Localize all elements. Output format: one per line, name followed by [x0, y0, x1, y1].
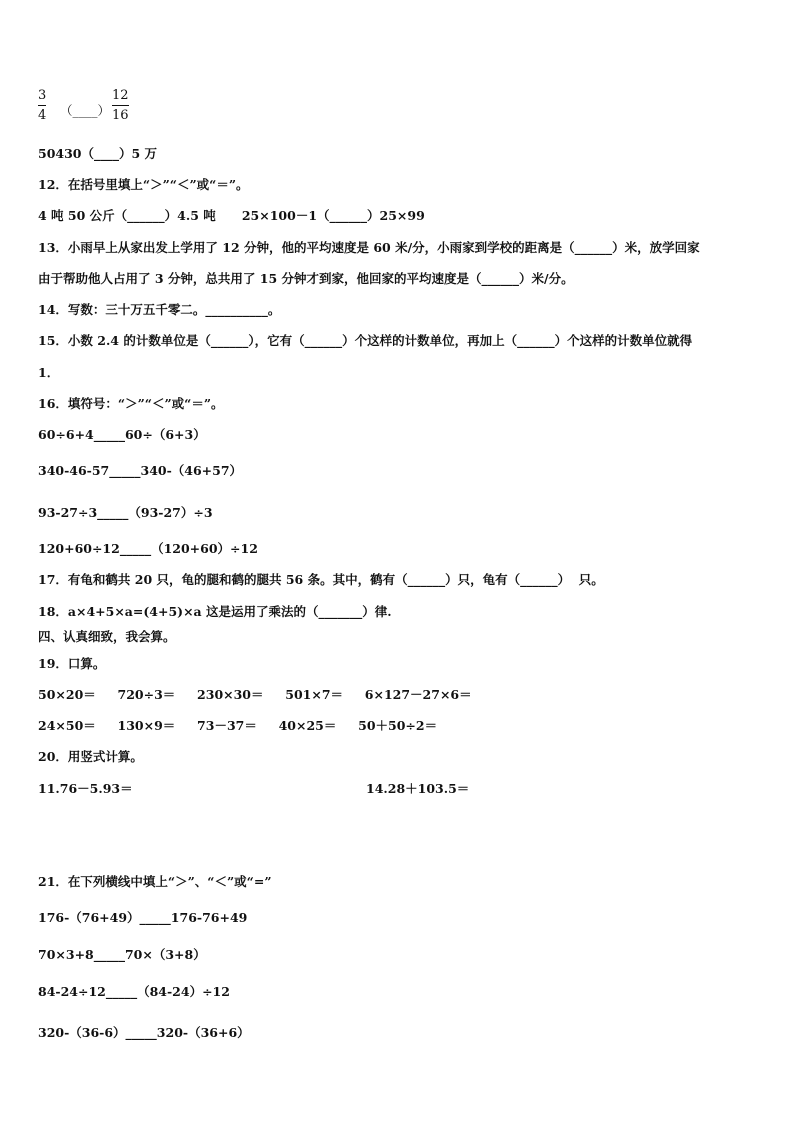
compare-blank[interactable]: （____） [60, 103, 111, 118]
vertical-calc-right: 14.28＋103.5＝ [366, 781, 470, 796]
oral-calc-row: 24×50＝ 130×9＝ 73－37＝ 40×25＝ 50＋50÷2＝ [38, 718, 438, 733]
question-heading: 17．有龟和鹤共 20 只，龟的腿和鹤的腿共 56 条。其中，鹤有（______）只，龟有（______） 只。 [38, 572, 604, 587]
fraction-left-denominator: 4 [38, 108, 47, 123]
compare-row: 60÷6+4_____60÷（6+3） [38, 427, 206, 442]
fraction-right-numerator: 12 [112, 88, 129, 103]
question-line: 1． [38, 365, 60, 380]
question-heading: 20．用竖式计算。 [38, 749, 143, 764]
compare-row: 320-（36-6）_____320-（36+6） [38, 1025, 250, 1040]
compare-row: 84-24÷12_____（84-24）÷12 [38, 984, 230, 999]
question-line: 4 吨 50 公斤（______）4.5 吨 25×100－1（______）25×99 [38, 208, 425, 223]
oral-calc-row: 50×20＝ 720÷3＝ 230×30＝ 501×7＝ 6×127－27×6＝ [38, 687, 472, 702]
question-heading: 13．小雨早上从家出发上学用了 12 分钟，他的平均速度是 60 米/分，小雨家到学校的距离是（______）米，放学回家 [38, 240, 700, 255]
question-line: 由于帮助他人占用了 3 分钟，总共用了 15 分钟才到家，他回家的平均速度是（______）米/分。 [38, 271, 574, 286]
fraction-left [38, 88, 46, 123]
question-heading: 19．口算。 [38, 656, 106, 671]
compare-row: 176-（76+49）_____176-76+49 [38, 910, 248, 925]
fraction-bar [112, 105, 129, 106]
question-heading: 18．a×4+5×a=(4+5)×a 这是运用了乘法的（_______）律. [38, 604, 392, 619]
question-line: 50430（____）5 万 [38, 146, 158, 161]
question-heading: 21．在下列横线中填上“＞”、“＜”或“=” [38, 874, 272, 889]
compare-row: 120+60÷12_____（120+60）÷12 [38, 541, 258, 556]
question-heading: 16．填符号：“＞”“＜”或“＝”。 [38, 396, 224, 411]
section-heading: 四、认真细致，我会算。 [38, 629, 176, 644]
fraction-right [112, 88, 129, 123]
question-heading: 15．小数 2.4 的计数单位是（______），它有（______）个这样的计数单位，再加上（______）个这样的计数单位就得 [38, 333, 693, 348]
fraction-right-denominator: 16 [112, 108, 129, 123]
vertical-calc-left: 11.76－5.93＝ [38, 781, 133, 796]
fraction-bar [38, 105, 46, 106]
question-heading: 14．写数：三十万五千零二。__________。 [38, 302, 281, 317]
compare-row: 93-27÷3_____（93-27）÷3 [38, 505, 213, 520]
fraction-left-numerator: 3 [38, 88, 47, 103]
question-heading: 12．在括号里填上“＞”“＜”或“＝”。 [38, 177, 249, 192]
compare-row: 70×3+8_____70×（3+8） [38, 947, 206, 962]
compare-row: 340-46-57_____340-（46+57） [38, 463, 243, 478]
